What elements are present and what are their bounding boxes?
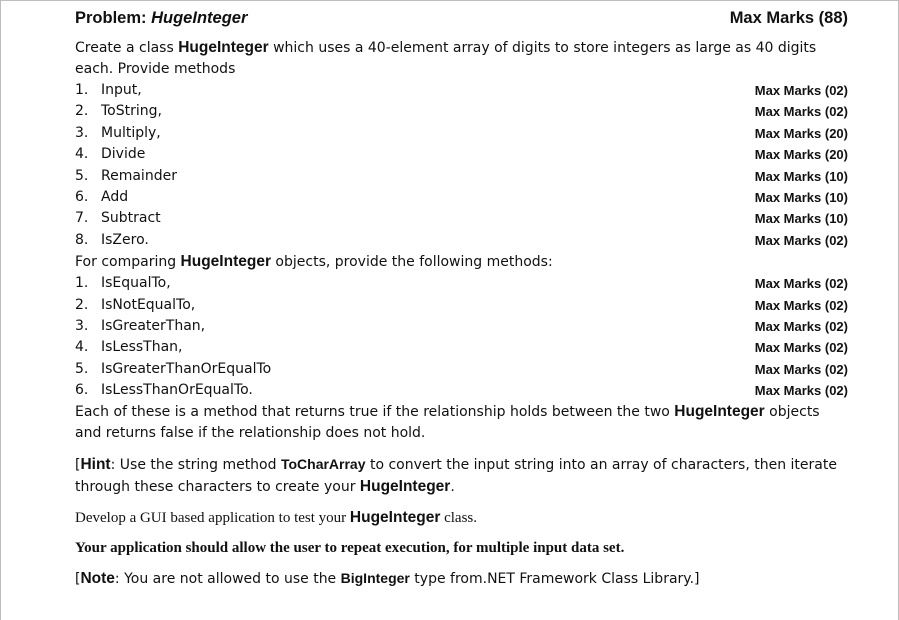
comparison-number: 2. (75, 296, 89, 313)
method-number: 1. (75, 82, 89, 98)
method-name: Subtract (101, 210, 161, 227)
comparison-item (75, 316, 848, 337)
method-marks: Max Marks (10) (754, 168, 848, 184)
comparison-item (75, 273, 848, 294)
relationship-paragraph: Each of these is a method that returns true if the relationship holds between the two HugeInteger objects and returns false if the relationship does not hold. (75, 403, 820, 442)
comparison-number: 5. (75, 360, 89, 377)
method-name: Divide (101, 146, 146, 163)
method-marks: Max Marks (02) (754, 232, 848, 248)
comparison-name: IsLessThanOrEqualTo. (101, 382, 253, 399)
method-marks: Max Marks (02) (754, 83, 848, 98)
intro-paragraph: Create a class HugeInteger which uses a 40-element array of digits to store integers as large as 40 digits each. Provide methods (75, 39, 817, 77)
method-label (75, 101, 162, 122)
comparison-marks: Max Marks (02) (754, 340, 848, 356)
method-name: Multiply, (101, 124, 161, 141)
problem-heading (75, 9, 848, 35)
method-name: Remainder (101, 167, 177, 184)
method-item (75, 187, 848, 208)
comparison-number: 4. (75, 339, 89, 356)
method-label (75, 144, 145, 165)
comparison-marks: Max Marks (02) (754, 297, 848, 313)
comparison-marks: Max Marks (02) (754, 361, 848, 377)
method-label (75, 166, 177, 187)
method-marks: Max Marks (02) (754, 104, 848, 120)
comparison-name: IsGreaterThanOrEqualTo (101, 360, 272, 377)
comparison-number: 3. (75, 317, 89, 334)
method-label (75, 123, 161, 144)
comparison-item (75, 295, 848, 316)
repeat-paragraph: Your application should allow the user to repeat execution, for multiple input data set. (75, 540, 625, 557)
hint-paragraph: [Hint: Use the string method ToCharArray to convert the input string into an array of characters, then iterate through these characters to create your HugeInteger. (75, 456, 837, 496)
comparison-marks: Max Marks (02) (754, 276, 848, 292)
note-paragraph: [Note: You are not allowed to use the BigInteger type from.NET Framework Class Library.] (75, 570, 700, 588)
method-marks: Max Marks (20) (754, 125, 848, 141)
comparison-label (75, 337, 183, 358)
comparison-label (75, 316, 205, 337)
method-item (75, 208, 848, 229)
method-label (75, 230, 149, 251)
comparison-item (75, 337, 848, 358)
comparison-label (75, 295, 195, 316)
method-item (75, 144, 848, 165)
method-marks: Max Marks (20) (754, 147, 848, 163)
comparison-item (75, 380, 848, 401)
method-item (75, 230, 848, 251)
method-name: Input, (101, 82, 142, 98)
method-item (75, 80, 848, 101)
comparing-paragraph: For comparing HugeInteger objects, provide the following methods: (75, 253, 553, 271)
method-marks: Max Marks (10) (754, 211, 848, 227)
method-number: 6. (75, 188, 89, 205)
method-label (75, 80, 142, 101)
comparison-name: IsNotEqualTo, (101, 296, 196, 313)
document-content (75, 1, 848, 590)
method-label (75, 208, 161, 229)
comparison-marks: Max Marks (02) (754, 318, 848, 334)
method-name: Add (101, 188, 129, 205)
comparison-item (75, 359, 848, 380)
comparison-marks: Max Marks (02) (754, 383, 848, 399)
comparisons-list (75, 273, 848, 401)
comparison-number: 1. (75, 275, 89, 292)
comparison-label (75, 359, 271, 380)
method-number: 7. (75, 210, 89, 227)
method-number: 4. (75, 146, 89, 163)
method-item (75, 166, 848, 187)
comparison-name: IsGreaterThan, (101, 317, 206, 334)
method-name: IsZero. (101, 231, 149, 248)
comparison-label (75, 273, 171, 294)
method-name: ToString, (101, 103, 162, 120)
comparison-name: IsEqualTo, (101, 275, 171, 292)
method-number: 2. (75, 103, 89, 120)
method-label (75, 187, 128, 208)
comparison-name: IsLessThan, (101, 339, 183, 356)
method-number: 8. (75, 231, 89, 248)
problem-title: Problem: HugeInteger (75, 9, 248, 27)
methods-list (75, 80, 848, 251)
comparison-label (75, 380, 253, 401)
method-number: 5. (75, 167, 89, 184)
comparison-number: 6. (75, 382, 89, 399)
method-item (75, 123, 848, 144)
gui-paragraph: Develop a GUI based application to test your HugeInteger class. (75, 509, 478, 527)
method-number: 3. (75, 124, 89, 141)
method-item (75, 101, 848, 122)
total-max-marks: Max Marks (88) (729, 9, 848, 27)
method-marks: Max Marks (10) (754, 189, 848, 205)
